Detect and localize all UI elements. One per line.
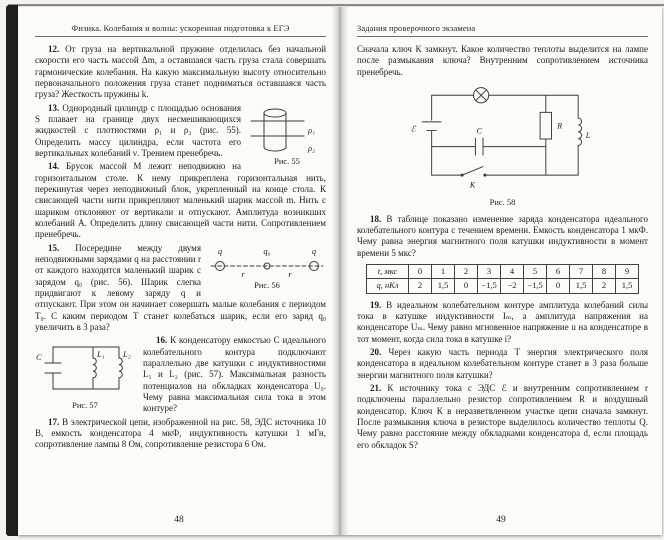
book-spread: [18, 7, 662, 535]
rho2-label: ρ₂: [308, 142, 316, 153]
right-page-number: 49: [496, 515, 506, 525]
left-page: [18, 7, 340, 535]
figure-56: [208, 245, 326, 291]
inductor-symbol: [578, 95, 581, 175]
problem-13-number: 13.: [48, 102, 60, 113]
problem-16: [35, 335, 326, 414]
capacitor-label: C: [36, 352, 42, 363]
problem-17-text: В электрической цепи, изображенной на рис. 58, ЭДС источника 10 В, емкость конденсатора 4 мкФ, индуктивность катушки 1 мГн, сопротивление лампы 8 Ом, сопротивление резистора 6 Ом.: [35, 416, 326, 450]
table-cell: 3: [478, 265, 501, 279]
capacitor-symbol: [45, 363, 61, 373]
figure-55-caption: Рис. 55: [274, 155, 300, 166]
circuit-wires: [53, 347, 119, 389]
problem-12-number: 12.: [48, 44, 60, 54]
table-cell: 2: [593, 279, 616, 293]
right-page-content: [357, 44, 648, 451]
table-cell: 0: [455, 279, 478, 293]
problem-15: [35, 243, 326, 334]
problem-12-text: От груза на вертикальной пружине отделилась без начальной скорости его часть массой Δm, а оставшаяся часть груза стала совершать гармонические колебания. На какую максимальную высоту относительно первоначального положения груза станет подниматься оставшаяся часть груза? Жесткость пружины k.: [35, 44, 327, 100]
q-right-label: q: [311, 245, 317, 256]
table-cell: 7: [570, 265, 593, 279]
table-row-charge: [367, 279, 639, 293]
left-page-content: [35, 44, 326, 450]
q-left-label: q: [217, 245, 223, 256]
figure-55-drawing: [248, 105, 326, 155]
right-page: [340, 7, 662, 535]
figure-57-caption: Рис. 57: [72, 400, 98, 411]
figure-58-drawing: [405, 83, 601, 195]
r-left-label: r: [241, 268, 245, 279]
problem-16-number: 16.: [156, 335, 168, 346]
inductor1-label: L₁: [97, 349, 105, 360]
table-cell: 2: [409, 279, 432, 293]
q0-label: q₀: [263, 245, 271, 256]
left-header-text: Физика. Колебания и волны: ускоренная подготовка к ЕГЭ: [71, 23, 290, 33]
problem-18-text: В таблице показано изменение заряда конденсатора идеального колебательного контура с течением времени. Емкость конденсатора 1 мкФ. Чему равна энергия магнитного поля катушки индуктивности в момент времени 5 мкс?: [357, 213, 648, 258]
table-row-charge-label: q, нКл: [367, 279, 409, 293]
inductor2-label: L₂: [123, 349, 131, 360]
problem-19-text: В идеальном колебательном контуре амплитуда колебаний силы тока в катушке индуктивности Iₘ, а амплитуда напряжения на конденсаторе Uₘ. Чему равно мгновенное напряжение u на конденсаторе в тот момент, когда сила тока в катушке i?: [357, 299, 648, 344]
book-spine-edge: [6, 5, 18, 536]
problem-19: [357, 300, 648, 345]
figure-56-caption: Рис. 56: [254, 279, 280, 290]
table-cell: 1,5: [616, 279, 639, 293]
capacitor-label: C: [476, 126, 482, 136]
problem-20-text: Через какую часть периода T энергия электрического поля конденсатора в идеальном колебательном контуре станет в 3 раза больше энергии магнитного поля катушки?: [357, 347, 649, 380]
inductor-label: L: [585, 131, 590, 141]
problem-15-text: Посередине между двумя неподвижными зарядами q на расстоянии r от каждого находится маленький шарик с зарядом q₀ (рис. 56). Шарик слегка придвигают к левому заряду q и отпускают. При этом он начинает совершать малые колебания с периодом T₀. С каким периодом T станет колебаться шарик, если его заряд q₀ увеличить в 3 раза?: [35, 242, 326, 332]
problem-20-number: 20.: [370, 347, 382, 357]
table-cell: 8: [593, 265, 616, 279]
problem-17-continuation: [357, 44, 648, 78]
table-cell: 1,5: [432, 279, 455, 293]
table-row-time: [367, 265, 639, 279]
rho1-label: ρ₁: [308, 124, 316, 135]
resistor-symbol: [540, 112, 551, 139]
problem-13-text: Однородный цилиндр с площадью основания S плавает на границе двух несмешивающихся жидкостей с плотностями ρ₁ и ρ₂ (рис. 55). Определить массу цилиндра, если частота его вертикальных колебаний ν. Трением пренебречь.: [35, 102, 242, 158]
problem-14: [35, 161, 326, 240]
cylinder-symbol: [264, 109, 286, 151]
table-row-time-label: t, мкс: [367, 265, 409, 279]
left-page-number: 48: [174, 515, 184, 525]
problem-19-number: 19.: [370, 299, 382, 310]
table-cell: 5: [524, 265, 547, 279]
figure-55: [248, 105, 326, 167]
resistor-label: R: [556, 121, 562, 131]
problem-21: [357, 383, 648, 451]
problem-18-number: 18.: [370, 213, 382, 224]
problem-17-continuation-text: Сначала ключ К замкнут. Какое количество теплоты выделится на лампе после размыкания ключа? Внутренним сопротивлением источника пренебречь.: [357, 44, 648, 77]
r-right-label: r: [288, 268, 292, 279]
emf-label: ℰ: [410, 124, 416, 134]
figure-58: [357, 83, 648, 208]
problem-21-number: 21.: [370, 382, 382, 393]
figure-57-drawing: [35, 337, 135, 399]
table-cell: 0: [409, 265, 432, 279]
right-header-text: Задания проверочного экзамена: [357, 23, 476, 33]
left-running-head: [35, 23, 326, 37]
problem-13: [35, 102, 326, 166]
problem-14-number: 14.: [48, 161, 60, 172]
switch-label: К: [469, 180, 475, 190]
switch-symbol: [460, 167, 486, 177]
book-top-edge: [8, 4, 664, 6]
right-running-head: [357, 23, 648, 37]
table-cell: 1,5: [570, 279, 593, 293]
problem-14-text: Брусок массой M лежит неподвижно на горизонтальном столе. К нему прикреплена горизонтальная нить, перекинутая через неподвижный блок, укрепленный на конце стола. К свисающей части нити прикрепляют маленький шарик массой m. Нить с шариком отклоняют от вертикали и отпускают. Амплитуда возникших колебаний A. Определить длину свисающей части нити. Сопротивлением пренебречь.: [35, 161, 326, 240]
table-cell: −1,5: [524, 279, 547, 293]
problem-21-text: К источнику тока с ЭДС ℰ и внутренним сопротивлением r подключены параллельно резистор сопротивлением R и воздушный конденсатор. Ключ К в неразветвленном участке цепи сначала замкнут. После размыкания ключа в резисторе выделилось количество теплоты Q. Чему равно расстояние между обкладками конденсатора d, если площадь его обкладок S?: [357, 382, 649, 450]
table-cell: 1: [432, 265, 455, 279]
figure-58-caption: Рис. 58: [489, 196, 516, 207]
figure-57: [35, 337, 135, 411]
table-cell: 2: [455, 265, 478, 279]
problem-18: [357, 214, 648, 259]
table-cell: −1,5: [478, 279, 501, 293]
problem-20: [357, 347, 648, 381]
table-cell: 4: [501, 265, 524, 279]
table-cell: −2: [501, 279, 524, 293]
capacitor-symbol: [475, 138, 483, 155]
problem-15-number: 15.: [48, 242, 60, 253]
circuit-wires: [431, 95, 578, 175]
lamp-symbol: [473, 88, 488, 103]
table-cell: 0: [547, 279, 570, 293]
table-cell: 6: [547, 265, 570, 279]
liquid-boundary-lines: [251, 121, 304, 136]
problem-17: [35, 417, 326, 451]
problem-12: [35, 44, 326, 101]
battery-symbol: [422, 122, 441, 131]
problem-16-text: К конденсатору емкостью C идеального колебательного контура подключают параллельно две катушки с индуктивностями L₁ и L₂ (рис. 57). Максимальная разность потенциалов на обкладках конденсатора U₀. Чему равна максимальная сила тока в этом контуре?: [143, 335, 326, 414]
table-cell: 9: [616, 265, 639, 279]
charge-time-table: [366, 264, 639, 294]
figure-56-drawing: [208, 245, 326, 279]
problem-17-number: 17.: [48, 416, 60, 427]
